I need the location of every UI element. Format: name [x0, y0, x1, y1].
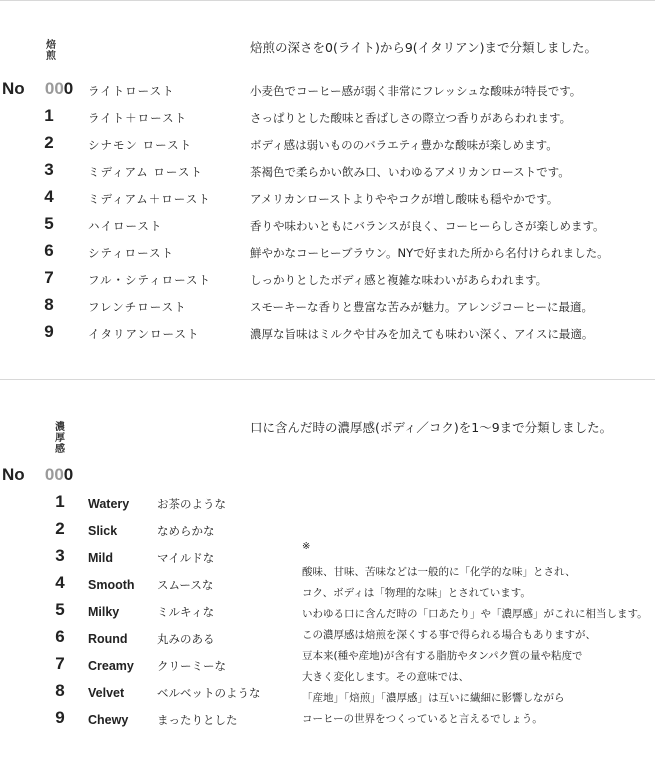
body-num: 6: [55, 627, 65, 646]
body-en: Smooth: [88, 578, 135, 592]
note-line: コク、ボディは「物理的な味」とされています。: [302, 587, 531, 599]
body-jp: お茶のような: [157, 497, 226, 511]
body-jp: マイルドな: [157, 551, 215, 565]
body-en: Round: [88, 632, 128, 646]
body-jp: ミルキィな: [157, 605, 215, 619]
roast-num: 1: [44, 106, 54, 125]
body-num: 1: [55, 492, 65, 511]
roast-desc: 濃厚な旨味はミルクや甘みを加えても味わい深く、アイスに最適。: [250, 327, 594, 341]
note-line: この濃厚感は焙煎を深くする事で得られる場合もありますが、: [302, 629, 596, 641]
roast-num: 6: [44, 241, 54, 260]
body-jp: クリーミーな: [157, 659, 226, 673]
body-jp: なめらかな: [157, 524, 215, 538]
body-jp: まったりとした: [157, 713, 238, 727]
roast-desc: 鮮やかなコーヒーブラウン。NYで好まれた所から名付けられました。: [250, 246, 609, 260]
section-divider: [0, 379, 655, 380]
top-divider: [0, 0, 655, 1]
body-label: 濃厚感: [55, 422, 65, 455]
body-zero-dark: 0: [63, 465, 74, 484]
roast-desc: 小麦色でコーヒー感が弱く非常にフレッシュな酸味が特長です。: [250, 84, 582, 98]
roast-num: 2: [44, 133, 54, 152]
body-jp: 丸みのある: [157, 632, 215, 646]
body-en: Chewy: [88, 713, 129, 727]
note-line: 酸味、甘味、苦味などは一般的に「化学的な味」とされ、: [302, 566, 576, 578]
note-line: コーヒーの世界をつくっていると言えるでしょう。: [302, 713, 543, 725]
roast-name: ライト＋ロースト: [88, 111, 188, 125]
roast-heading: 焙煎の深さを0(ライト)から9(イタリアン)まで分類しました。: [250, 40, 598, 55]
body-jp: ベルベットのような: [157, 686, 261, 700]
body-en: Velvet: [88, 686, 125, 700]
roast-no-text: No: [2, 79, 25, 98]
note-line: 大きく変化します。その意味では、: [302, 671, 470, 683]
roast-no-row: [2, 79, 73, 99]
note-line: いわゆる口に含んだ時の「口あたり」や「濃厚感」がこれに相当します。: [302, 608, 648, 620]
note-line: 「産地」「焙煎」「濃厚感」は互いに繊細に影響しながら: [302, 692, 565, 704]
body-num: 5: [55, 600, 65, 619]
roast-desc: さっぱりとした酸味と香ばしさの際立つ香りがあらわれます。: [250, 111, 572, 125]
body-jp: スムースな: [157, 578, 214, 592]
roast-num: 4: [44, 187, 54, 206]
roast-desc: 香りや味わいともにバランスが良く、コーヒーらしさが楽しめます。: [250, 219, 605, 233]
body-en: Watery: [88, 497, 130, 511]
roast-num: 3: [44, 160, 54, 179]
roast-label: 焙煎: [46, 40, 56, 62]
roast-zero-gray: 00: [44, 79, 64, 98]
roast-name: シティロースト: [88, 246, 175, 260]
body-num: 8: [55, 681, 65, 700]
roast-name: イタリアンロースト: [88, 327, 200, 341]
roast-name: ライトロースト: [88, 84, 175, 98]
body-no-row: [2, 465, 73, 485]
roast-desc: スモーキーな香りと豊富な苦みが魅力。アレンジコーヒーに最適。: [250, 300, 594, 314]
roast-desc: しっかりとしたボディ感と複雑な味わいがあらわれます。: [250, 273, 548, 287]
body-en: Slick: [88, 524, 118, 538]
body-heading: 口に含んだ時の濃厚感(ボディ／コク)を1〜9まで分類しました。: [250, 420, 613, 435]
note-line: 豆本来(種や産地)が含有する脂肪やタンパク質の量や粘度で: [302, 650, 583, 662]
roast-name: ハイロースト: [88, 219, 163, 233]
roast-num: 9: [44, 322, 54, 341]
note-mark: ※: [302, 541, 311, 552]
roast-name: フル・シティロースト: [88, 273, 212, 287]
body-zero-gray: 00: [44, 465, 64, 484]
roast-name: ミディアム ロースト: [88, 165, 203, 179]
roast-desc: ボディ感は弱いもののバラエティ豊かな酸味が楽しめます。: [250, 138, 558, 152]
roast-num: 7: [44, 268, 54, 287]
body-num: 2: [55, 519, 65, 538]
roast-name: シナモン ロースト: [88, 138, 193, 152]
body-en: Mild: [88, 551, 113, 565]
body-no-text: No: [2, 465, 25, 484]
roast-num: 8: [44, 295, 54, 314]
roast-desc: アメリカンローストよりややコクが増し酸味も穏やかです。: [250, 192, 559, 206]
body-en: Milky: [88, 605, 120, 619]
roast-name: ミディアム＋ロースト: [88, 192, 211, 206]
roast-num: 5: [44, 214, 54, 233]
body-num: 4: [55, 573, 65, 592]
roast-zero-dark: 0: [63, 79, 74, 98]
body-num: 9: [55, 708, 65, 727]
roast-desc: 茶褐色で柔らかい飲み口、いわゆるアメリカンローストです。: [250, 165, 570, 179]
body-num: 3: [55, 546, 65, 565]
body-en: Creamy: [88, 659, 134, 673]
body-num: 7: [55, 654, 65, 673]
roast-name: フレンチロースト: [88, 300, 187, 314]
